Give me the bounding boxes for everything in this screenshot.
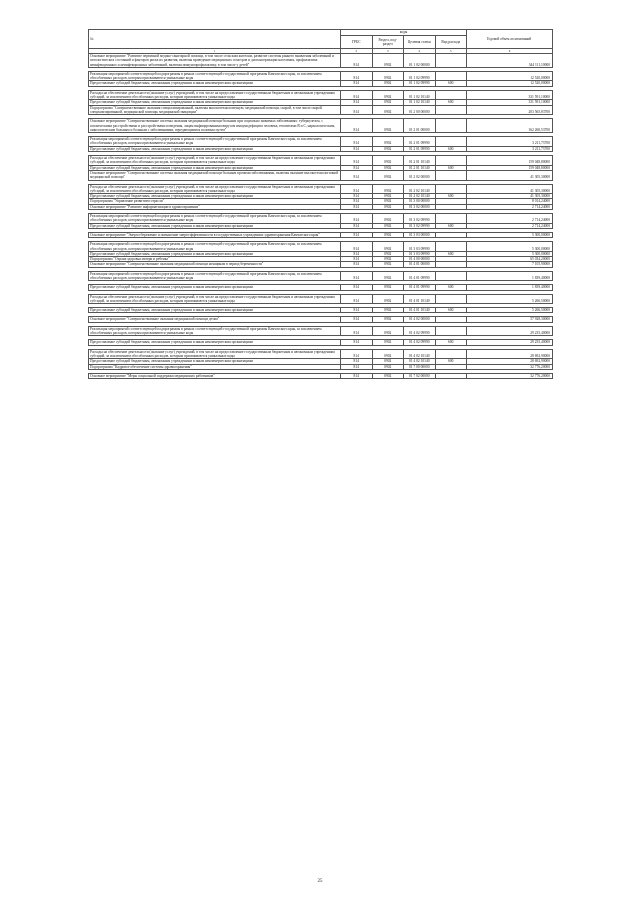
- row-razdel: 0902: [372, 90, 404, 100]
- row-grbs: 814: [341, 90, 373, 100]
- row-cs: 01 4 01 00000: [404, 262, 436, 267]
- table-row: [89, 105, 553, 115]
- row-name: Расходы на обеспечение деятельности (оказание услуг) учреждений, в том числе на предоставление государственным бюджетным и автономным учреждениям субсидий, за исключением обособленных расходов, которым присваиваются уникальные коды: [89, 156, 341, 166]
- table-row: [89, 170, 553, 180]
- table-row: [89, 294, 553, 304]
- row-vr: [435, 137, 467, 147]
- row-name: Расходы на обеспечение деятельности (оказание услуг) учреждений, в том числе на предоставление государственным бюджетным и автономным учреждениям субсидий, за исключением обособленных расходов, которым присваиваются уникальные коды: [89, 294, 341, 304]
- col-num-5: 5: [435, 49, 467, 54]
- header-amount: Годовой объем ассигнований: [467, 30, 553, 49]
- row-grbs: 814: [341, 170, 373, 180]
- row-name: Предоставление субсидий бюджетным, автономным учреждениям и иным некоммерческим организациям: [89, 340, 341, 345]
- row-vr: [435, 271, 467, 281]
- row-vr: 600: [435, 308, 467, 313]
- row-vr: [435, 105, 467, 115]
- row-name: Основное мероприятие "Совершенствование оказания медицинской помощи женщинам в период беременности": [89, 262, 341, 267]
- row-vr: [435, 294, 467, 304]
- row-name: Расходы на обеспечение деятельности (оказание услуг) учреждений, в том числе на предоставление государственным бюджетным и автономным учреждениям субсидий, за исключением обособленных расходов, которым присваиваются уникальные коды: [89, 90, 341, 100]
- row-amount: 8 014,24000: [467, 199, 553, 204]
- row-cs: 01 2 02 00000: [404, 170, 436, 180]
- header-cs: Целевая статья: [404, 36, 436, 49]
- row-cs: 01 1 02 10140: [404, 90, 436, 100]
- row-grbs: 814: [341, 184, 373, 194]
- row-name: Предоставление субсидий бюджетным, автономным учреждениям и иным некоммерческим организациям: [89, 223, 341, 228]
- row-cs: 01 7 02 00000: [404, 373, 436, 378]
- row-grbs: 814: [341, 71, 373, 81]
- row-amount: 203 565,83700: [467, 105, 553, 115]
- row-amount: 159 048,80000: [467, 165, 553, 170]
- row-razdel: 0902: [372, 170, 404, 180]
- row-name: Реализация мероприятий соответствующей подпрограммы в рамках соответствующей государственной программы Камчатского края, за исключением обособленных расходов, которым присваиваются уникальные коды: [89, 326, 341, 336]
- row-cs: 01 2 02 10140: [404, 184, 436, 194]
- row-grbs: 814: [341, 271, 373, 281]
- row-name: Предоставление субсидий бюджетным, автономным учреждениям и иным некоммерческим организациям: [89, 308, 341, 313]
- row-razdel: 0902: [372, 137, 404, 147]
- row-name: Предоставление субсидий бюджетным, автономным учреждениям и иным некоммерческим организациям: [89, 251, 341, 256]
- row-cs: 01 3 03 09990: [404, 242, 436, 252]
- row-cs: 01 3 03 00000: [404, 232, 436, 237]
- row-cs: 01 4 02 10140: [404, 349, 436, 359]
- row-cs: 01 3 02 00000: [404, 204, 436, 209]
- row-name: Предоставление субсидий бюджетным, автономным учреждениям и иным некоммерческим организациям: [89, 165, 341, 170]
- row-amount: 1 839,40000: [467, 285, 553, 290]
- row-name: Основное мероприятие "Меры социальной поддержки медицинских работников": [89, 373, 341, 378]
- col-num-2: 2: [341, 49, 373, 54]
- row-razdel: 0902: [372, 294, 404, 304]
- row-grbs: 814: [341, 223, 373, 228]
- row-grbs: 814: [341, 326, 373, 336]
- row-razdel: 0902: [372, 326, 404, 336]
- header-grbs: ГРБС: [341, 36, 373, 49]
- row-razdel: 0902: [372, 317, 404, 322]
- row-cs: 01 3 02 09990: [404, 223, 436, 228]
- row-name: Предоставление субсидий бюджетным, автономным учреждениям и иным некоммерческим организациям: [89, 285, 341, 290]
- row-name: Основное мероприятие "Совершенствование оказания медицинской помощи детям": [89, 317, 341, 322]
- table-row: [89, 214, 553, 224]
- row-name: Реализация мероприятий соответствующей подпрограммы в рамках соответствующей государственной программы Камчатского края, за исключением обособленных расходов, которым присваиваются уникальные коды: [89, 71, 341, 81]
- row-razdel: 0902: [372, 71, 404, 81]
- col-num-4: 4: [404, 49, 436, 54]
- row-razdel: 0902: [372, 232, 404, 237]
- row-name: Реализация мероприятий соответствующей подпрограммы в рамках соответствующей государственной программы Камчатского края, за исключением обособленных расходов, которым присваиваются уникальные коды: [89, 137, 341, 147]
- row-name: Реализация мероприятий соответствующей подпрограммы в рамках соответствующей государственной программы Камчатского края, за исключением обособленных расходов, которым присваиваются уникальные коды: [89, 271, 341, 281]
- row-amount: 3 211,73700: [467, 137, 553, 147]
- table-body: [89, 54, 553, 379]
- row-name: Расходы на обеспечение деятельности (оказание услуг) учреждений, в том числе на предоставление государственным бюджетным и автономным учреждениям субсидий, за исключением обособленных расходов, которым присваиваются уникальные коды: [89, 184, 341, 194]
- row-vr: [435, 54, 467, 68]
- row-amount: 65 034,20000: [467, 257, 553, 262]
- row-razdel: 0902: [372, 285, 404, 290]
- row-name: Основное мероприятие "Развитие первичной медико-санитарной помощи, в том числе сельским жителям, развитие системы раннего выявления заболеваний и патологических состояний и факторов риска их развития, включая проведение медицинских осмотров и диспансеризации населения, профилактика неинфекционных и неинфекционных заболеваний, включая иммунопрофилактику, в том числе у детей": [89, 54, 341, 68]
- row-amount: 2 714,24000: [467, 214, 553, 224]
- row-amount: 2 714,24000: [467, 223, 553, 228]
- row-grbs: 814: [341, 294, 373, 304]
- row-razdel: 0902: [372, 156, 404, 166]
- row-vr: 600: [435, 285, 467, 290]
- row-grbs: 814: [341, 156, 373, 166]
- row-razdel: 0902: [372, 54, 404, 68]
- table-row: [89, 137, 553, 147]
- row-vr: 600: [435, 340, 467, 345]
- row-grbs: 814: [341, 340, 373, 345]
- row-cs: 01 2 01 00000: [404, 119, 436, 133]
- row-grbs: 814: [341, 194, 373, 199]
- row-cs: 01 4 01 10140: [404, 294, 436, 304]
- row-amount: 29 235,40000: [467, 340, 553, 345]
- row-razdel: 0902: [372, 100, 404, 105]
- row-grbs: 814: [341, 204, 373, 209]
- row-cs: 01 4 02 10140: [404, 359, 436, 364]
- row-amount: 162 260,53700: [467, 119, 553, 133]
- row-vr: 600: [435, 223, 467, 228]
- row-grbs: 814: [341, 359, 373, 364]
- table-header-row: [89, 30, 553, 36]
- row-grbs: 814: [341, 165, 373, 170]
- row-vr: [435, 71, 467, 81]
- row-name: Расходы на обеспечение деятельности (оказание услуг) учреждений, в том числе на предоставление государственным бюджетным и автономным учреждениям субсидий, за исключением обособленных расходов, которым присваиваются уникальные коды: [89, 349, 341, 359]
- header-razdel: Раздел, под-раздел: [372, 36, 404, 49]
- row-name: Подпрограмма "Управление развитием отрасли": [89, 199, 341, 204]
- row-cs: 01 2 01 10140: [404, 165, 436, 170]
- row-grbs: 814: [341, 119, 373, 133]
- row-name: Основное мероприятие "Энергосбережение и повышение энергоэффективности в государственных учреждениях здравоохранения Камчатского края": [89, 232, 341, 237]
- row-grbs: 814: [341, 308, 373, 313]
- row-razdel: 0902: [372, 373, 404, 378]
- row-amount: 3 211,73700: [467, 146, 553, 151]
- row-cs: 01 4 02 09990: [404, 326, 436, 336]
- budget-table: [88, 29, 553, 379]
- row-vr: [435, 373, 467, 378]
- row-cs: 01 1 02 09990: [404, 71, 436, 81]
- row-vr: [435, 184, 467, 194]
- row-vr: [435, 170, 467, 180]
- row-amount: 28 692,90000: [467, 349, 553, 359]
- row-cs: 01 2 00 00000: [404, 105, 436, 115]
- row-cs: 01 2 01 10140: [404, 156, 436, 166]
- row-vr: [435, 156, 467, 166]
- row-amount: 32 776,20000: [467, 373, 553, 378]
- table-row: [89, 156, 553, 166]
- row-amount: 5 300,00000: [467, 251, 553, 256]
- row-vr: 600: [435, 100, 467, 105]
- row-razdel: 0902: [372, 308, 404, 313]
- row-vr: 600: [435, 359, 467, 364]
- row-razdel: 0902: [372, 194, 404, 199]
- row-name: Предоставление субсидий бюджетным, автономным учреждениям и иным некоммерческим организациям: [89, 359, 341, 364]
- row-razdel: 0902: [372, 349, 404, 359]
- row-vr: 600: [435, 146, 467, 151]
- row-grbs: 814: [341, 317, 373, 322]
- row-cs: 01 4 01 10140: [404, 308, 436, 313]
- row-amount: 344 111,10000: [467, 54, 553, 68]
- row-razdel: 0902: [372, 364, 404, 369]
- row-amount: 41 305,30000: [467, 170, 553, 180]
- row-cs: 01 2 01 09990: [404, 137, 436, 147]
- row-name: Предоставление субсидий бюджетным, автономным учреждениям и иным некоммерческим организациям: [89, 100, 341, 105]
- row-name: Подпрограмма "Охрана здоровья матери и ребенка": [89, 257, 341, 262]
- row-grbs: 814: [341, 146, 373, 151]
- row-grbs: 814: [341, 81, 373, 86]
- row-cs: 01 1 02 00000: [404, 54, 436, 68]
- header-vr: Вид расхода: [435, 36, 467, 49]
- row-vr: [435, 242, 467, 252]
- row-cs: 01 4 02 09990: [404, 340, 436, 345]
- row-name: Реализация мероприятий соответствующей подпрограммы в рамках соответствующей государственной программы Камчатского края, за исключением обособленных расходов, которым присваиваются уникальные коды: [89, 214, 341, 224]
- table-row: [89, 271, 553, 281]
- row-name: Основное мероприятие "Совершенствование системы оказания медицинской помощи больным при социально значимых заболеваниях: туберкулезом, с психическими расстройствами и расстройствами поведения, лицам инфицированным вирусом иммунодефицита человека, гепатитами B и C, наркологическим, онкологическим больным и больным с заболеваниями, передающимися половым путем": [89, 119, 341, 133]
- row-vr: [435, 90, 467, 100]
- row-cs: 01 4 02 00000: [404, 317, 436, 322]
- row-razdel: 0902: [372, 242, 404, 252]
- row-amount: 331 591,10000: [467, 90, 553, 100]
- row-cs: 01 2 02 10140: [404, 194, 436, 199]
- row-name: Основное мероприятие "Совершенствование системы оказания медицинской помощи больным прочими заболеваниями, включая оказание высокотехнологичной медицинской помощи": [89, 170, 341, 180]
- row-cs: 01 4 01 09990: [404, 285, 436, 290]
- row-vr: [435, 349, 467, 359]
- row-cs: 01 4 01 09990: [404, 271, 436, 281]
- row-grbs: 814: [341, 54, 373, 68]
- col-num-6: 6: [467, 49, 553, 54]
- row-vr: 600: [435, 194, 467, 199]
- row-razdel: 0902: [372, 204, 404, 209]
- row-amount: 41 305,30000: [467, 184, 553, 194]
- row-amount: 28 692,90000: [467, 359, 553, 364]
- row-amount: 29 235,40000: [467, 326, 553, 336]
- row-name: Подпрограмма "Кадровое обеспечение системы здравоохранения": [89, 364, 341, 369]
- row-razdel: 0902: [372, 251, 404, 256]
- row-razdel: 0902: [372, 340, 404, 345]
- row-razdel: 0902: [372, 257, 404, 262]
- row-vr: [435, 119, 467, 133]
- row-name: Предоставление субсидий бюджетным, автономным учреждениям и иным некоммерческим организациям: [89, 146, 341, 151]
- row-grbs: 814: [341, 373, 373, 378]
- row-grbs: 814: [341, 199, 373, 204]
- row-grbs: 814: [341, 137, 373, 147]
- row-name: Реализация мероприятий соответствующей подпрограммы в рамках соответствующей государственной программы Камчатского края, за исключением обособленных расходов, которым присваиваются уникальные коды: [89, 242, 341, 252]
- row-grbs: 814: [341, 349, 373, 359]
- table-row: [89, 119, 553, 133]
- col-num-1: 1: [89, 49, 341, 54]
- row-amount: 1 839,40000: [467, 271, 553, 281]
- table-row: [89, 326, 553, 336]
- row-razdel: 0902: [372, 359, 404, 364]
- row-cs: 01 1 02 09990: [404, 81, 436, 86]
- row-grbs: 814: [341, 251, 373, 256]
- row-amount: 159 048,80000: [467, 156, 553, 166]
- row-amount: 41 305,30000: [467, 194, 553, 199]
- row-razdel: 0902: [372, 184, 404, 194]
- row-name: Предоставление субсидий бюджетным, автономным учреждениям и иным некоммерческим организациям: [89, 194, 341, 199]
- header-num: №: [89, 30, 341, 49]
- row-grbs: 814: [341, 257, 373, 262]
- row-cs: 01 2 01 09990: [404, 146, 436, 151]
- table-row: [89, 90, 553, 100]
- row-cs: 01 3 00 00000: [404, 199, 436, 204]
- budget-page: [88, 29, 553, 379]
- row-amount: 12 520,00000: [467, 71, 553, 81]
- row-amount: 5 266,50000: [467, 308, 553, 313]
- row-cs: 01 3 03 09990: [404, 251, 436, 256]
- row-grbs: 814: [341, 242, 373, 252]
- row-amount: 57 928,30000: [467, 317, 553, 322]
- row-razdel: 0902: [372, 105, 404, 115]
- row-cs: 01 3 02 09990: [404, 214, 436, 224]
- row-grbs: 814: [341, 262, 373, 267]
- row-razdel: 0902: [372, 119, 404, 133]
- table-row: [89, 184, 553, 194]
- row-grbs: 814: [341, 232, 373, 237]
- row-vr: 600: [435, 81, 467, 86]
- row-vr: [435, 214, 467, 224]
- row-grbs: 814: [341, 105, 373, 115]
- row-grbs: 814: [341, 214, 373, 224]
- row-razdel: 0902: [372, 271, 404, 281]
- row-vr: 600: [435, 165, 467, 170]
- table-row: [89, 349, 553, 359]
- row-razdel: 0902: [372, 214, 404, 224]
- row-razdel: 0902: [372, 81, 404, 86]
- row-grbs: 814: [341, 285, 373, 290]
- page-number: 25: [317, 879, 323, 884]
- table-row: [89, 71, 553, 81]
- row-razdel: 0902: [372, 165, 404, 170]
- table-row: [89, 373, 553, 378]
- header-codes: коды: [341, 30, 467, 36]
- row-amount: 12 520,00000: [467, 81, 553, 86]
- row-vr: [435, 326, 467, 336]
- row-cs: 01 4 00 00000: [404, 257, 436, 262]
- col-num-3: 3: [372, 49, 404, 54]
- row-name: Основное мероприятие "Развитие информатизации в здравоохранении": [89, 204, 341, 209]
- row-amount: 5 300,00000: [467, 242, 553, 252]
- row-amount: 5 300,00000: [467, 232, 553, 237]
- row-razdel: 0902: [372, 199, 404, 204]
- row-amount: 7 105,90000: [467, 262, 553, 267]
- table-row: [89, 54, 553, 68]
- row-grbs: 814: [341, 364, 373, 369]
- row-amount: 32 776,20000: [467, 364, 553, 369]
- row-amount: 331 591,10000: [467, 100, 553, 105]
- row-razdel: 0902: [372, 146, 404, 151]
- row-name: Предоставление субсидий бюджетным, автономным учреждениям и иным некоммерческим организациям: [89, 81, 341, 86]
- row-razdel: 0902: [372, 223, 404, 228]
- row-cs: 01 7 00 00000: [404, 364, 436, 369]
- row-cs: 01 1 02 10140: [404, 100, 436, 105]
- row-amount: 5 266,50000: [467, 294, 553, 304]
- row-grbs: 814: [341, 100, 373, 105]
- table-row: [89, 242, 553, 252]
- row-name: Подпрограмма "Совершенствование оказания специализированной, включая высокотехнологичную, медицинской помощи, скорой, в том числе скорой специализированной, медицинской помощи, медицинской эвакуации": [89, 105, 341, 115]
- row-vr: 600: [435, 251, 467, 256]
- row-amount: 2 714,24000: [467, 204, 553, 209]
- row-razdel: 0902: [372, 262, 404, 267]
